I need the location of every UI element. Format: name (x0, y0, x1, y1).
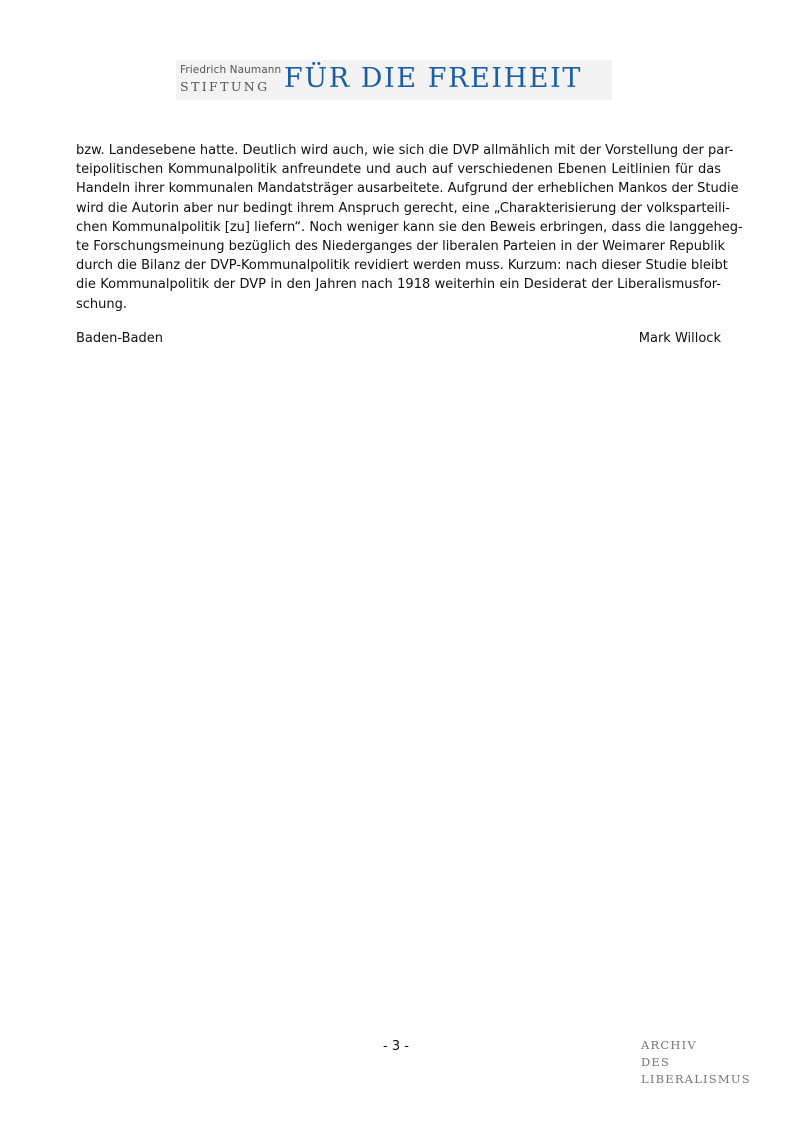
review-body-paragraph (76, 141, 743, 314)
text-line: te Forschungsmeinung bezüglich des Niederganges der liberalen Parteien in der Weimarer Republik (76, 239, 726, 255)
archive-logo (641, 1037, 751, 1088)
logo-foundation-name: Friedrich Naumann (180, 64, 282, 76)
text-line: Handeln ihrer kommunalen Mandatsträger ausarbeitete. Aufgrund der erheblichen Mankos der Studie (76, 181, 739, 197)
text-line: bzw. Landesebene hatte. Deutlich wird auch, wie sich die DVP allmählich mit der Vorstellung der par- (76, 143, 734, 158)
signature-author: Mark Willock (638, 331, 721, 346)
text-line: chen Kommunalpolitik [zu] liefern“. Noch weniger kann sie den Beweis erbringen, dass die langgeheg- (76, 219, 743, 235)
text-line: durch die Bilanz der DVP-Kommunalpolitik revidiert werden muss. Kurzum: nach dieser Studie bleibt (76, 258, 728, 274)
archive-line: DES (641, 1055, 671, 1069)
logo-title: FÜR DIE FREIHEIT (284, 63, 582, 94)
text-line: wird die Autorin aber nur bedingt ihrem Anspruch gerecht, eine „Charakterisierung der volksparteili- (76, 200, 730, 216)
text-line: schung. (76, 296, 128, 312)
text-line: teipolitischen Kommunalpolitik anfreundete und auch auf verschiedenen Ebenen Leitlinien für das (76, 162, 721, 178)
foundation-logo (176, 60, 612, 100)
logo-foundation-word: STIFTUNG (180, 79, 270, 94)
page-number: - 3 - (383, 1039, 409, 1054)
archive-line: ARCHIV (641, 1038, 697, 1052)
archive-line: LIBERALISMUS (641, 1072, 751, 1086)
signature-place: Baden-Baden (76, 331, 163, 346)
text-line: die Kommunalpolitik der DVP in den Jahren nach 1918 weiterhin ein Desiderat der Liberalismusfor- (76, 277, 721, 293)
